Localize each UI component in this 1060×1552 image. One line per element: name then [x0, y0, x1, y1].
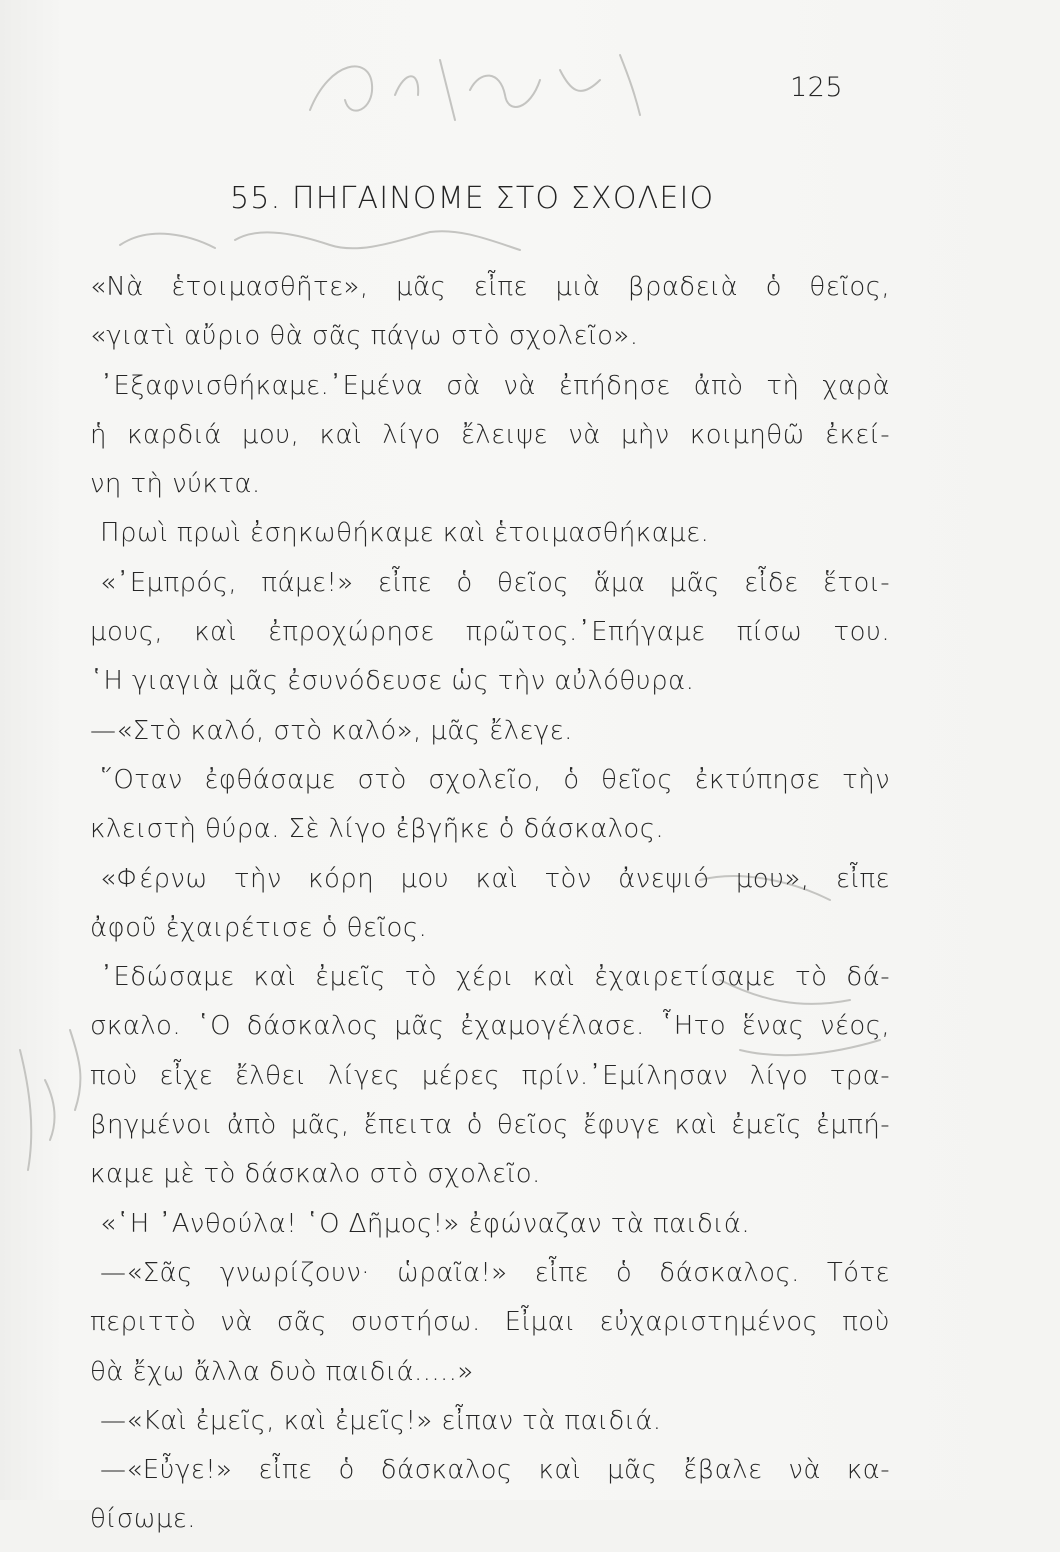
text-line: —«Στὸ καλό, στὸ καλό», μᾶς ἔλεγε. — [90, 715, 573, 746]
text-line: θίσωμε. — [90, 1504, 196, 1535]
text-line: «᾿Εμπρός, πάμε!» εἶπε ὁ θεῖος ἅμα μᾶς εἶδε ἕτοι- — [100, 567, 890, 598]
text-line: μους, καὶ ἐπροχώρησε πρῶτος.᾿Επήγαμε πίσω του. — [90, 617, 890, 648]
pencil-mark-left-margin — [20, 1030, 80, 1170]
text-line: «῾Η ᾿Ανθούλα! ῾Ο Δῆμος!» ἐφώναζαν τὰ παιδιά. — [100, 1208, 751, 1239]
body-text — [90, 270, 890, 1552]
text-line: καμε μὲ τὸ δάσκαλο στὸ σχολεῖο. — [90, 1159, 541, 1190]
text-line: κλειστὴ θύρα. Σὲ λίγο ἐβγῆκε ὁ δάσκαλος. — [90, 814, 665, 845]
text-line: ἡ καρδιά μου, καὶ λίγο ἔλειψε νὰ μὴν κοιμηθῶ ἐκεί- — [90, 419, 890, 450]
text-line: Πρωὶ πρωὶ ἐσηκωθήκαμε καὶ ἑτοιμασθήκαμε. — [100, 518, 710, 549]
pencil-mark-header — [310, 55, 640, 120]
text-line: θὰ ἔχω ἄλλα δυὸ παιδιά.....» — [90, 1356, 474, 1387]
text-line: «Φέρνω τὴν κόρη μου καὶ τὸν ἀνεψιό μου», εἶπε — [100, 863, 890, 894]
text-line: ῞Οταν ἐφθάσαμε στὸ σχολεῖο, ὁ θεῖος ἐκτύπησε τὴν — [100, 764, 890, 795]
text-line: ποὺ εἶχε ἔλθει λίγες μέρες πρίν.᾿Εμίλησαν λίγο τρα- — [90, 1060, 890, 1091]
text-line: —«Σᾶς γνωρίζουν· ὡραῖα!» εἶπε ὁ δάσκαλος. Τότε — [100, 1257, 890, 1288]
pencil-mark-title-underline — [120, 231, 520, 250]
text-line: «Νὰ ἑτοιμασθῆτε», μᾶς εἶπε μιὰ βραδειὰ ὁ θεῖος, — [90, 272, 890, 302]
text-line: βηγμένοι ἀπὸ μᾶς, ἔπειτα ὁ θεῖος ἔφυγε καὶ ἐμεῖς ἐμπή- — [90, 1110, 890, 1141]
text-line: —«Καὶ ἐμεῖς, καὶ ἐμεῖς!» εἶπαν τὰ παιδιά. — [100, 1405, 662, 1436]
text-line: «γιατὶ αὔριο θὰ σᾶς πάγω στὸ σχολεῖο». — [90, 321, 639, 352]
text-line: ῾Η γιαγιὰ μᾶς ἐσυνόδευσε ὡς τὴν αὐλόθυρα. — [90, 666, 695, 697]
text-line: —«Εὖγε!» εἶπε ὁ δάσκαλος καὶ μᾶς ἔβαλε νὰ κα- — [100, 1455, 890, 1486]
text-line: ἀφοῦ ἐχαιρέτισε ὁ θεῖος. — [90, 912, 428, 943]
text-line: ᾿Εδώσαμε καὶ ἐμεῖς τὸ χέρι καὶ ἐχαιρετίσαμε τὸ δά- — [100, 962, 890, 993]
text-line: σκαλο. ῾Ο δάσκαλος μᾶς ἐχαμογέλασε. ῟Ητο ἕνας νέος, — [90, 1011, 890, 1042]
page-number: 125 — [790, 72, 844, 103]
chapter-title: 55. ΠΗΓΑΙΝΟΜΕ ΣΤΟ ΣΧΟΛΕΙΟ — [230, 181, 715, 216]
text-line: ᾿Εξαφνισθήκαμε.᾿Εμένα σὰ νὰ ἐπήδησε ἀπὸ τὴ χαρὰ — [100, 370, 890, 401]
text-line: περιττὸ νὰ σᾶς συστήσω. Εἶμαι εὐχαριστημένος ποὺ — [90, 1307, 890, 1338]
text-line: νη τὴ νύκτα. — [90, 469, 261, 500]
